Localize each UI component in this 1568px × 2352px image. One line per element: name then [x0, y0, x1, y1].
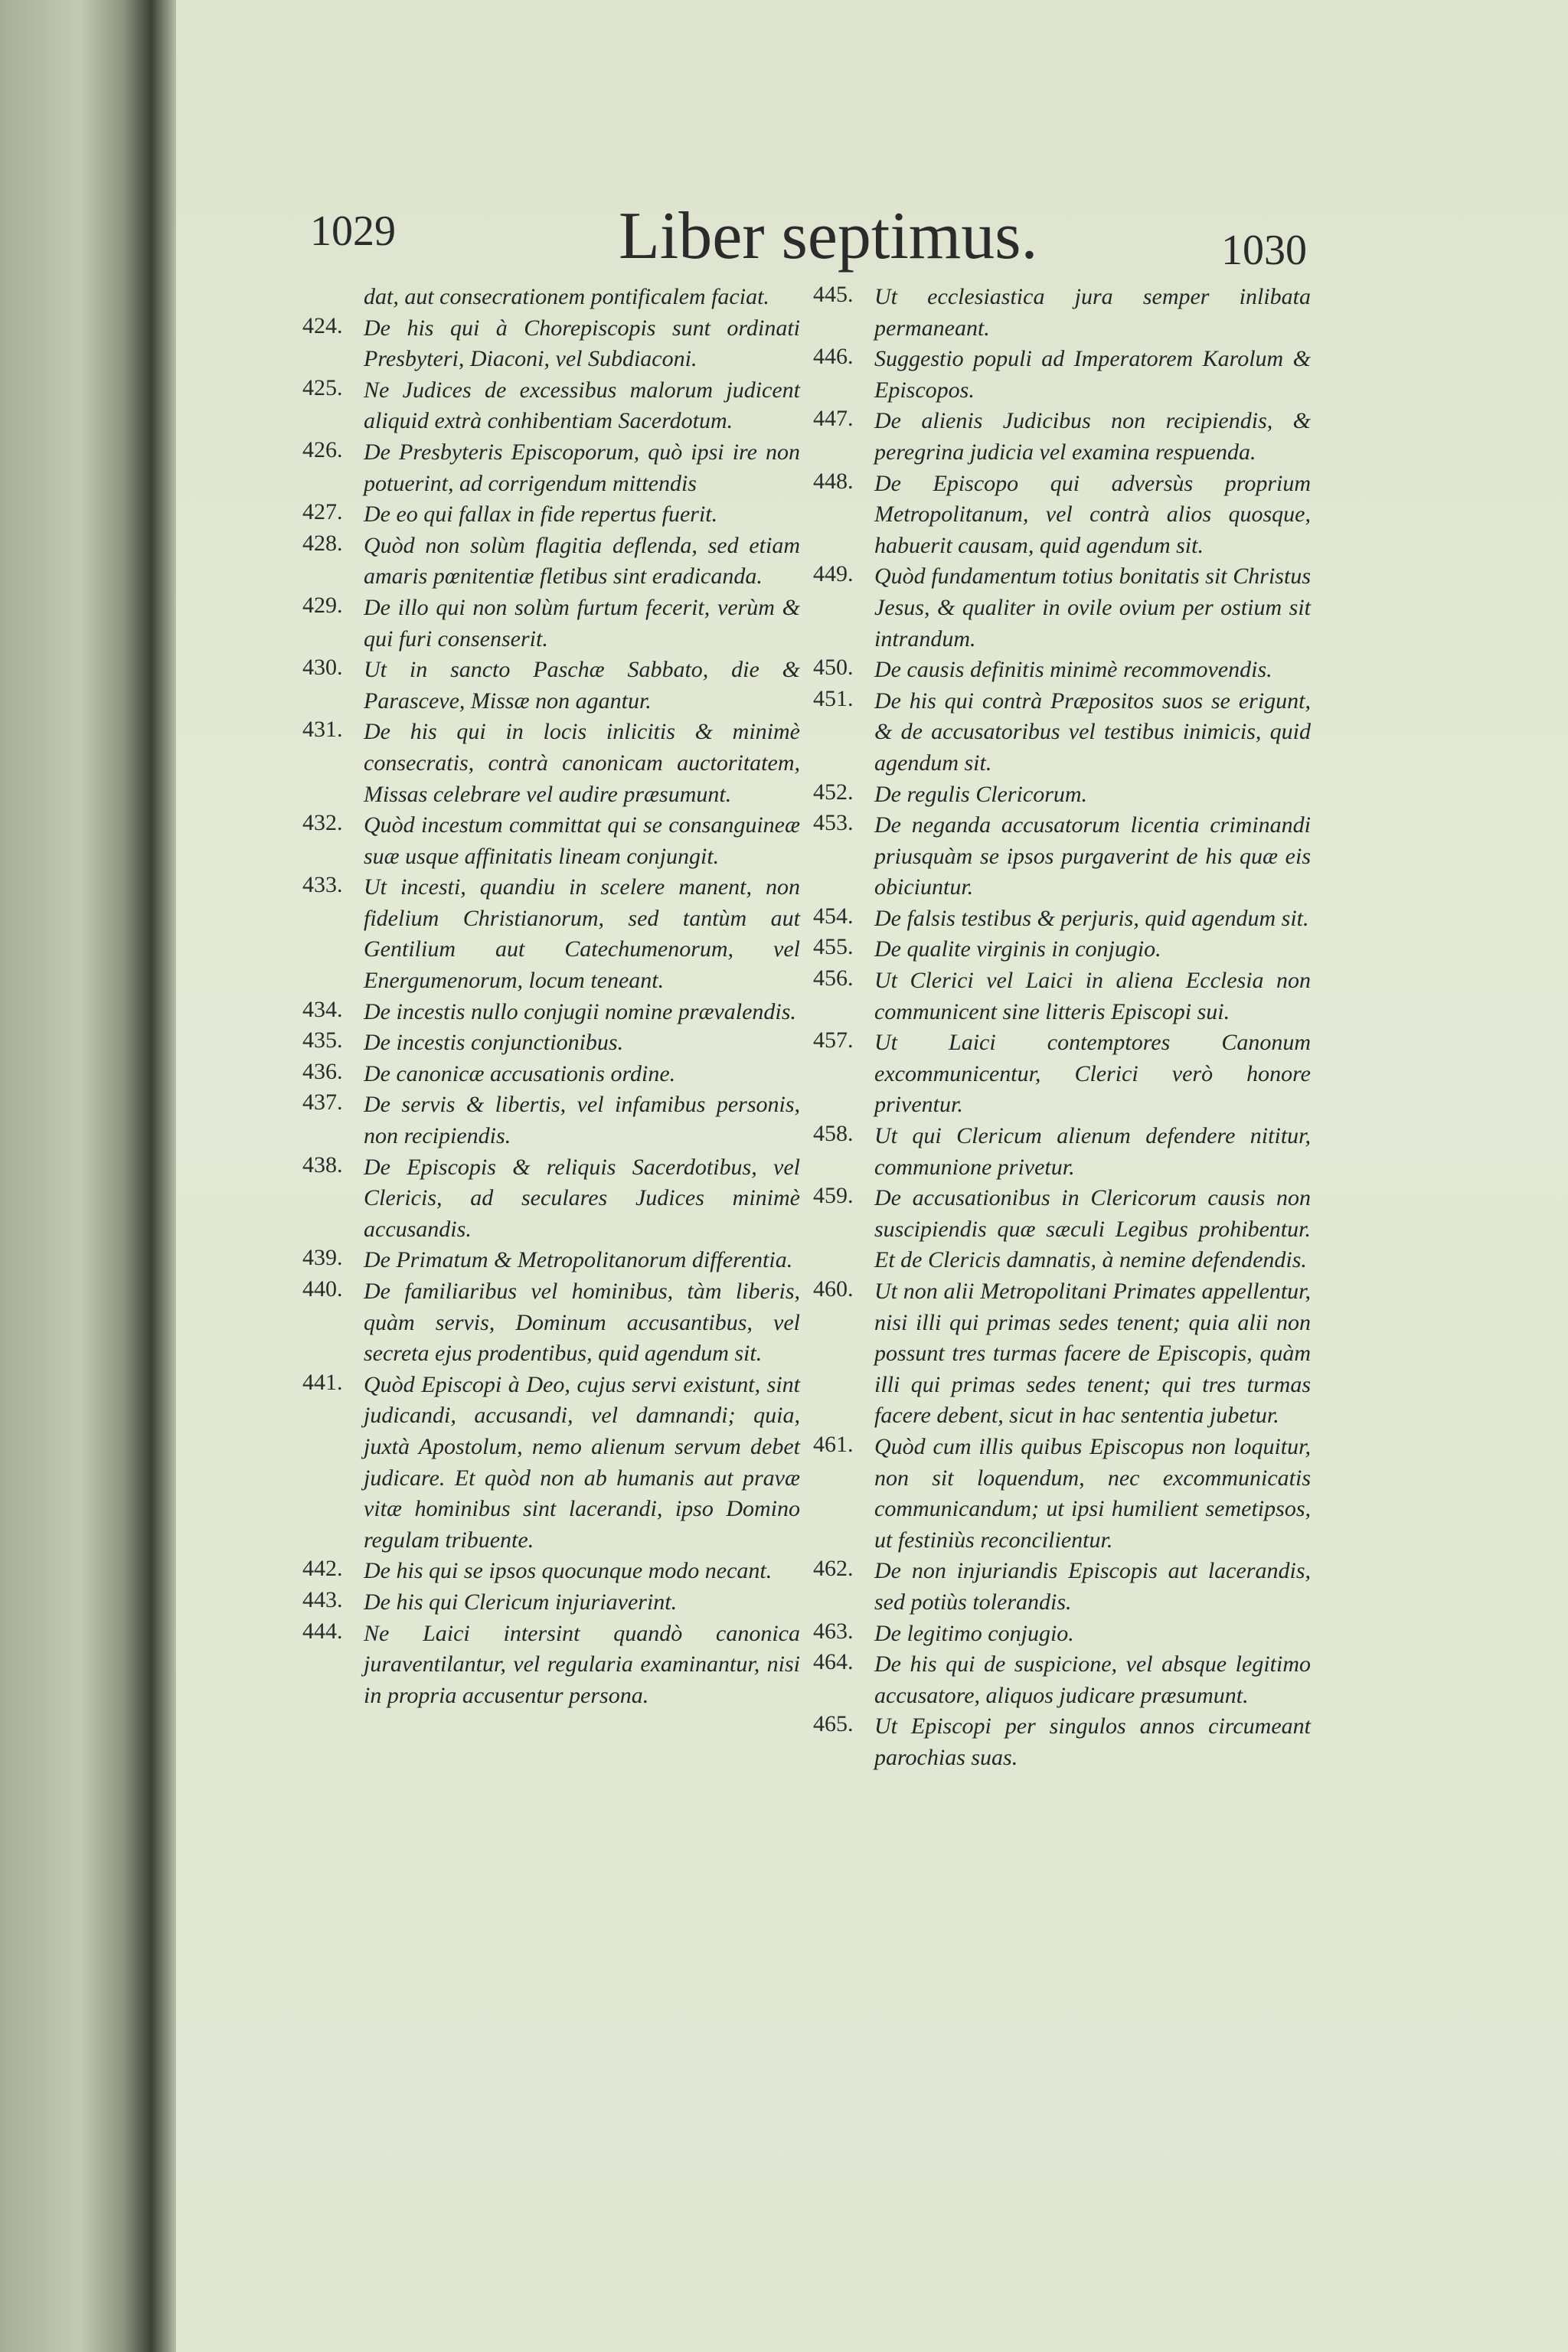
entry-number: 462. [813, 1556, 854, 1582]
entry-number: 426. [302, 436, 343, 462]
index-entry [813, 1711, 1311, 1773]
entry-text: De neganda accusatorum licentia criminandi priusquàm se ipsos purgaverint de his quæ eis obiciuntur. [874, 812, 1311, 900]
index-entry [813, 561, 1311, 655]
entry-number: 455. [813, 934, 854, 960]
entry-text: De incestis nullo conjugii nomine prævalendis. [364, 998, 796, 1024]
index-entry [302, 997, 800, 1028]
entry-text: Quòd cum illis quibus Episcopus non loquitur, non sit loquendum, nec excommunicatis communicandum; ut ipsi humilient semetipsos, ut festiniùs reconcilientur. [874, 1433, 1311, 1553]
entry-number: 457. [813, 1027, 854, 1054]
page-title: Liber septimus. [619, 199, 1038, 273]
entry-text: De familiaribus vel hominibus, tàm liberis, quàm servis, Dominum accusantibus, vel secreta ejus prodentibus, quid agendum sit. [364, 1279, 800, 1367]
entry-text: De accusationibus in Clericorum causis non suscipiendis quæ sæculi Legibus prohibentur. Et de Clericis damnatis, à nemine defendendis. [874, 1185, 1311, 1273]
entry-text: Ut ecclesiastica jura semper inlibata permaneant. [874, 284, 1311, 341]
entry-number: 448. [813, 468, 854, 494]
entry-number: 450. [813, 655, 854, 681]
entry-number: 436. [302, 1058, 343, 1084]
entry-number: 460. [813, 1276, 854, 1302]
entry-number: 442. [302, 1556, 343, 1582]
entry-text: De his qui contrà Præpositos suos se erigunt, & de accusatoribus vel testibus inimicis, quid agendum sit. [874, 688, 1311, 776]
index-entry [813, 655, 1311, 686]
entry-number: 431. [302, 717, 343, 743]
entry-text: Ut Laici contemptores Canonum excommunicentur, Clerici verò honore priventur. [874, 1030, 1311, 1118]
index-entry [813, 1027, 1311, 1121]
entry-text: Ut Episcopi per singulos annos circumeant parochias suas. [874, 1713, 1311, 1770]
entry-number: 425. [302, 374, 343, 400]
entry-text: De falsis testibus & perjuris, quid agendum sit. [874, 905, 1309, 931]
entry-number: 434. [302, 996, 343, 1022]
entry-text: De causis definitis minimè recommovendis. [874, 657, 1272, 683]
entry-text: De alienis Judicibus non recipiendis, & peregrina judicia vel examina respuenda. [874, 408, 1311, 465]
index-entry [302, 1370, 800, 1557]
index-entry [302, 1619, 800, 1712]
entry-number: 464. [813, 1649, 854, 1675]
entry-text: De eo qui fallax in fide repertus fuerit. [364, 501, 718, 528]
entry-text: De servis & libertis, vel infamibus personis, non recipiendis. [364, 1092, 800, 1149]
entry-text: De Episcopis & reliquis Sacerdotibus, vel Clericis, ad seculares Judices minimè accusandis. [364, 1154, 800, 1242]
index-entry [813, 686, 1311, 779]
index-entry [813, 1619, 1311, 1650]
entry-number: 446. [813, 344, 854, 370]
index-entry [813, 903, 1311, 935]
entry-number: 449. [813, 561, 854, 587]
entry-text: De his qui Clericum injuriaverint. [364, 1589, 678, 1615]
index-entry [302, 655, 800, 717]
entry-number: 443. [302, 1586, 343, 1612]
entry-number: 432. [302, 810, 343, 836]
index-entry [302, 437, 800, 499]
entry-text: Ut Clerici vel Laici in aliena Ecclesia non communicent sine litteris Episcopi sui. [874, 968, 1311, 1024]
entry-text: De his qui in locis inlicitis & minimè consecratis, contrà canonicam auctoritatem, Missas celebrare vel audire præsumunt. [364, 719, 800, 807]
entry-number: 435. [302, 1027, 343, 1054]
index-entry [813, 344, 1311, 406]
entry-text: De incestis conjunctionibus. [364, 1030, 624, 1056]
book-gutter [0, 0, 176, 2352]
entry-text: De legitimo conjugio. [874, 1620, 1074, 1646]
entry-text: De illo qui non solùm furtum fecerit, verùm & qui furi consenserit. [364, 594, 800, 652]
entry-number: 440. [302, 1276, 343, 1302]
entry-number: 461. [813, 1431, 854, 1457]
index-entry [302, 313, 800, 375]
entry-text: De non injuriandis Episcopis aut lacerandis, sed potiùs tolerandis. [874, 1558, 1311, 1615]
index-entry [813, 1183, 1311, 1276]
left-page-number: 1029 [310, 207, 396, 255]
index-entry [813, 965, 1311, 1027]
index-entry [302, 375, 800, 437]
index-entry [302, 1027, 800, 1059]
entry-number: 454. [813, 903, 854, 929]
entry-number: 429. [302, 592, 343, 618]
entry-text: De Presbyteris Episcoporum, quò ipsi ire non potuerint, ad corrigendum mittendis [364, 439, 800, 496]
entry-text: De his qui se ipsos quocunque modo necant. [364, 1558, 773, 1584]
index-entry [813, 1276, 1311, 1432]
index-entry [302, 499, 800, 531]
index-entry [302, 593, 800, 655]
index-entry [302, 1556, 800, 1587]
index-entry [302, 717, 800, 810]
entry-number: 444. [302, 1618, 343, 1644]
entry-text: De his qui à Chorepiscopis sunt ordinati Presbyteri, Diaconi, vel Subdiaconi. [364, 315, 800, 372]
entry-text: De regulis Clericorum. [874, 781, 1088, 807]
index-entry [302, 810, 800, 872]
entry-text: De Episcopo qui adversùs proprium Metropolitanum, vel contrà alios quosque, habuerit causam, quid agendum sit. [874, 470, 1311, 558]
right-column [813, 282, 1311, 1774]
index-entry [813, 1432, 1311, 1556]
entry-text: Quòd fundamentum totius bonitatis sit Christus Jesus, & qualiter in ovile ovium per ostium sit intrandum. [874, 564, 1311, 652]
index-entry [813, 406, 1311, 468]
entry-text: Ne Laici intersint quandò canonica juraventilantur, vel regularia examinantur, nisi in propria accusentur persona. [364, 1620, 800, 1708]
entry-number: 453. [813, 810, 854, 836]
index-entry [813, 1649, 1311, 1711]
entry-text: De his qui de suspicione, vel absque legitimo accusatore, aliquos judicare præsumunt. [874, 1651, 1311, 1708]
entry-number: 437. [302, 1089, 343, 1116]
index-entry [302, 1245, 800, 1276]
entry-number: 441. [302, 1369, 343, 1395]
entry-number: 430. [302, 655, 343, 681]
entry-number: 451. [813, 685, 854, 711]
index-entry [813, 934, 1311, 965]
entry-text: Quòd non solùm flagitia deflenda, sed etiam amaris pœnitentiæ fletibus sint eradicanda. [364, 532, 800, 590]
index-entry [302, 1089, 800, 1152]
entry-text: De Primatum & Metropolitanorum differentia. [364, 1247, 793, 1273]
entry-number: 458. [813, 1121, 854, 1147]
index-entry [302, 1152, 800, 1246]
index-entry [302, 1276, 800, 1370]
entry-text: Ut non alii Metropolitani Primates appellentur, nisi illi qui primas sedes tenent; quia alii non possunt tres turmas facere de Episcopis, quàm illi qui primas sedes tenent; qui tres turmas facere debent, sicut in hac sententia jubetur. [874, 1279, 1311, 1429]
entry-text: Ne Judices de excessibus malorum judicent aliquid extrà conhibentiam Sacerdotum. [364, 377, 800, 434]
entry-number: 445. [813, 282, 854, 307]
entry-number: 438. [302, 1152, 343, 1178]
index-entry [813, 779, 1311, 811]
left-column [302, 282, 800, 1711]
entry-text: De canonicæ accusationis ordine. [364, 1060, 676, 1086]
entry-text: Ut incesti, quandiu in scelere manent, non fidelium Christianorum, sed tantùm aut Gentilium aut Catechumenorum, vel Energumenorum, locum teneant. [364, 874, 800, 994]
entry-text: De qualite virginis in conjugio. [874, 936, 1161, 962]
index-entry [813, 1556, 1311, 1618]
entry-number: 427. [302, 499, 343, 525]
entry-text: Ut in sancto Paschæ Sabbato, die & Parasceve, Missæ non agantur. [364, 657, 800, 714]
entry-text: Suggestio populi ad Imperatorem Karolum & Episcopos. [874, 346, 1311, 403]
entry-number: 447. [813, 406, 854, 432]
index-entry [302, 1059, 800, 1090]
index-entry [302, 1587, 800, 1619]
entry-text: Quòd incestum committat qui se consanguineæ suæ usque affinitatis lineam conjungit. [364, 812, 800, 869]
index-entry [813, 810, 1311, 903]
entry-number: 433. [302, 872, 343, 898]
entry-number: 424. [302, 312, 343, 338]
entry-text: Quòd Episcopi à Deo, cujus servi existunt, sint judicandi, accusandi, vel damnandi; quia, juxtà Apostolum, nemo alienum servum debet judicare. Et quòd non ab humanis aut pravæ vitæ hominibus sint lacerandi, ipso Domino regulam tribuente. [364, 1371, 800, 1553]
entry-number: 459. [813, 1183, 854, 1209]
right-page-number: 1030 [1221, 227, 1307, 274]
entry-number: 428. [302, 530, 343, 556]
entry-number: 452. [813, 779, 854, 805]
entry-text: dat, aut consecrationem pontificalem faciat. [364, 284, 769, 309]
entry-number: 463. [813, 1618, 854, 1644]
entry-text: Ut qui Clericum alienum defendere nititur, communione privetur. [874, 1123, 1311, 1180]
index-entry [302, 282, 800, 313]
entry-number: 465. [813, 1711, 854, 1737]
index-entry [302, 872, 800, 996]
index-entry [813, 469, 1311, 562]
index-entry [813, 1121, 1311, 1183]
entry-number: 456. [813, 965, 854, 991]
index-entry [302, 531, 800, 593]
entry-number: 439. [302, 1245, 343, 1271]
index-entry [813, 282, 1311, 344]
